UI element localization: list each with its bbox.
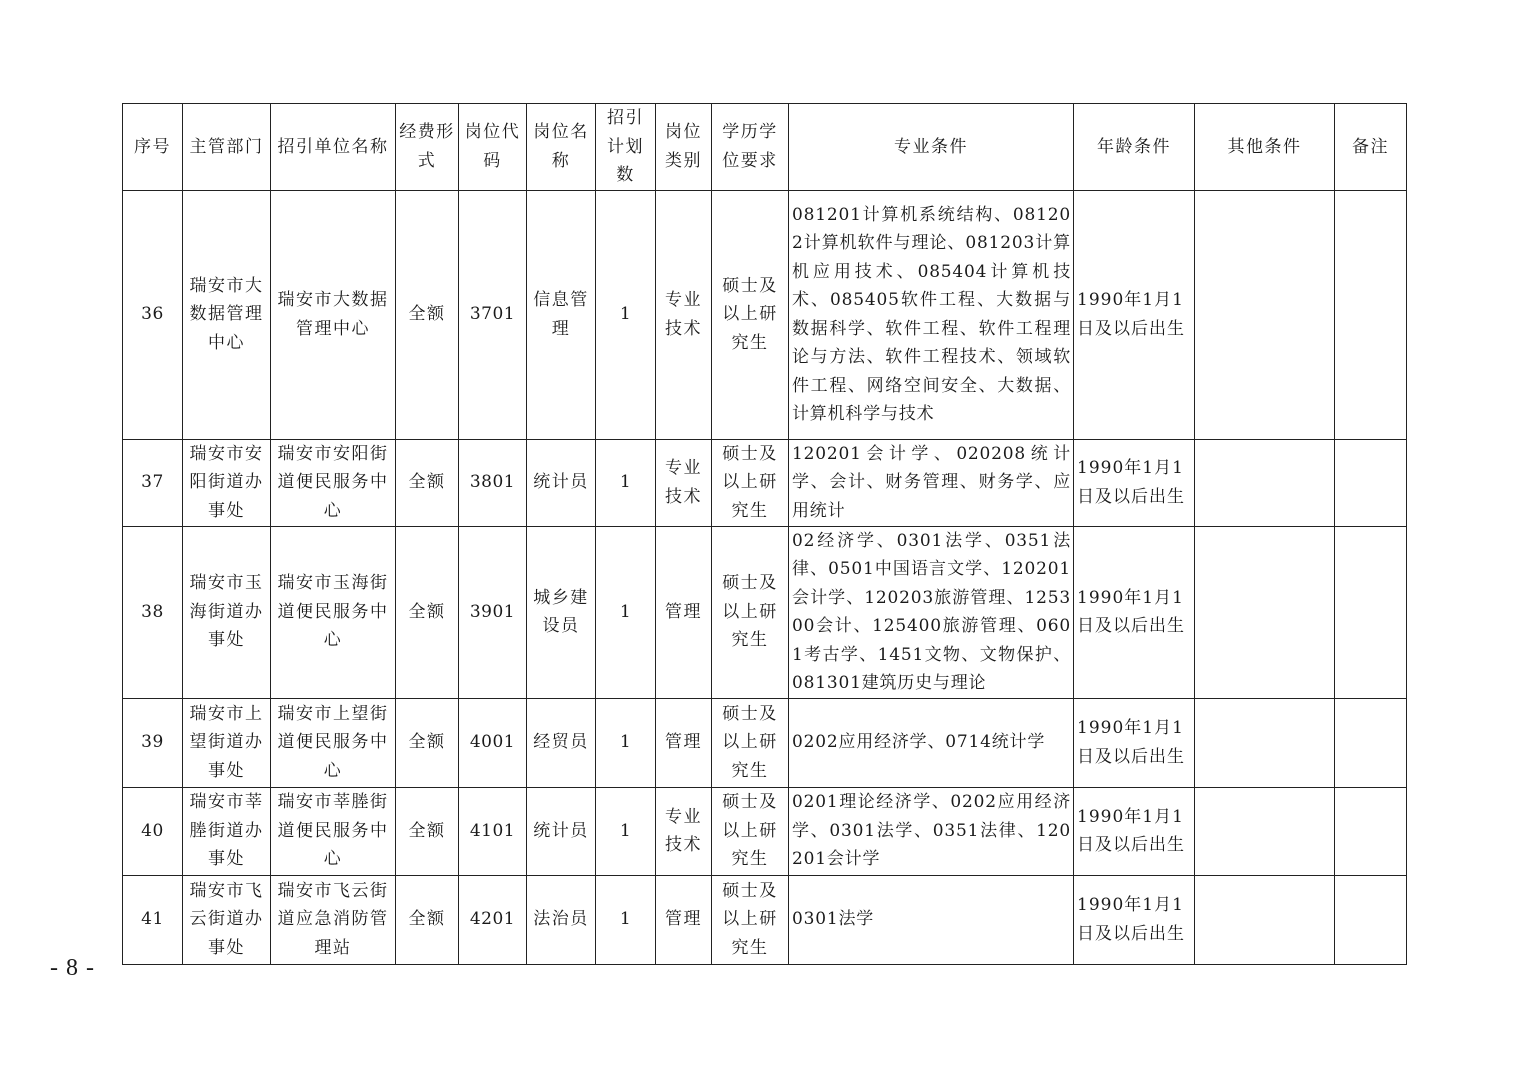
cell-category: 管理 bbox=[656, 875, 712, 964]
cell-dept: 瑞安市莘塍街道办事处 bbox=[183, 787, 271, 875]
cell-count: 1 bbox=[596, 190, 656, 439]
recruitment-table bbox=[122, 103, 1407, 965]
header-dept: 主管部门 bbox=[183, 104, 271, 191]
cell-count: 1 bbox=[596, 787, 656, 875]
cell-code: 3701 bbox=[459, 190, 527, 439]
cell-major: 0301法学 bbox=[789, 875, 1074, 964]
cell-education: 硕士及以上研究生 bbox=[712, 698, 789, 787]
cell-unit: 瑞安市莘塍街道便民服务中心 bbox=[271, 787, 396, 875]
header-other: 其他条件 bbox=[1195, 104, 1335, 191]
cell-unit: 瑞安市安阳街道便民服务中心 bbox=[271, 439, 396, 526]
header-position: 岗位名称 bbox=[527, 104, 596, 191]
cell-education: 硕士及以上研究生 bbox=[712, 787, 789, 875]
cell-remark bbox=[1335, 439, 1407, 526]
cell-category: 专业技术 bbox=[656, 439, 712, 526]
cell-other bbox=[1195, 439, 1335, 526]
cell-unit: 瑞安市大数据管理中心 bbox=[271, 190, 396, 439]
table-row bbox=[123, 698, 1407, 787]
cell-code: 3901 bbox=[459, 526, 527, 698]
cell-funding: 全额 bbox=[396, 787, 459, 875]
cell-dept: 瑞安市飞云街道办事处 bbox=[183, 875, 271, 964]
header-code: 岗位代码 bbox=[459, 104, 527, 191]
cell-education: 硕士及以上研究生 bbox=[712, 526, 789, 698]
cell-unit: 瑞安市玉海街道便民服务中心 bbox=[271, 526, 396, 698]
cell-count: 1 bbox=[596, 439, 656, 526]
header-remark: 备注 bbox=[1335, 104, 1407, 191]
cell-education: 硕士及以上研究生 bbox=[712, 439, 789, 526]
cell-major: 02经济学、0301法学、0351法律、0501中国语言文学、120201会计学、120203旅游管理、125300会计、125400旅游管理、0601考古学、1451文物、文物保护、081301建筑历史与理论 bbox=[789, 526, 1074, 698]
cell-unit: 瑞安市上望街道便民服务中心 bbox=[271, 698, 396, 787]
cell-position: 信息管理 bbox=[527, 190, 596, 439]
cell-remark bbox=[1335, 526, 1407, 698]
cell-remark bbox=[1335, 875, 1407, 964]
cell-other bbox=[1195, 875, 1335, 964]
cell-dept: 瑞安市上望街道办事处 bbox=[183, 698, 271, 787]
header-funding: 经费形式 bbox=[396, 104, 459, 191]
cell-education: 硕士及以上研究生 bbox=[712, 875, 789, 964]
cell-remark bbox=[1335, 190, 1407, 439]
cell-major: 0201理论经济学、0202应用经济学、0301法学、0351法律、120201会计学 bbox=[789, 787, 1074, 875]
table-row bbox=[123, 526, 1407, 698]
cell-funding: 全额 bbox=[396, 875, 459, 964]
cell-remark bbox=[1335, 787, 1407, 875]
cell-no: 41 bbox=[123, 875, 183, 964]
cell-no: 36 bbox=[123, 190, 183, 439]
cell-position: 统计员 bbox=[527, 787, 596, 875]
table-row bbox=[123, 875, 1407, 964]
cell-count: 1 bbox=[596, 875, 656, 964]
cell-code: 3801 bbox=[459, 439, 527, 526]
header-unit: 招引单位名称 bbox=[271, 104, 396, 191]
cell-funding: 全额 bbox=[396, 526, 459, 698]
page-number: - 8 - bbox=[50, 955, 95, 981]
cell-dept: 瑞安市玉海街道办事处 bbox=[183, 526, 271, 698]
cell-category: 专业技术 bbox=[656, 787, 712, 875]
cell-no: 38 bbox=[123, 526, 183, 698]
cell-age: 1990年1月1日及以后出生 bbox=[1074, 698, 1195, 787]
header-count: 招引计划数 bbox=[596, 104, 656, 191]
cell-age: 1990年1月1日及以后出生 bbox=[1074, 526, 1195, 698]
cell-unit: 瑞安市飞云街道应急消防管理站 bbox=[271, 875, 396, 964]
cell-code: 4201 bbox=[459, 875, 527, 964]
cell-other bbox=[1195, 526, 1335, 698]
cell-count: 1 bbox=[596, 698, 656, 787]
header-no: 序号 bbox=[123, 104, 183, 191]
cell-funding: 全额 bbox=[396, 190, 459, 439]
cell-no: 37 bbox=[123, 439, 183, 526]
header-row bbox=[123, 104, 1407, 191]
table-row bbox=[123, 439, 1407, 526]
cell-funding: 全额 bbox=[396, 698, 459, 787]
cell-age: 1990年1月1日及以后出生 bbox=[1074, 190, 1195, 439]
cell-funding: 全额 bbox=[396, 439, 459, 526]
cell-major: 081201计算机系统结构、081202计算机软件与理论、081203计算机应用技术、085404计算机技术、085405软件工程、大数据与数据科学、软件工程、软件工程理论与方法、软件工程技术、领域软件工程、网络空间安全、大数据、计算机科学与技术 bbox=[789, 190, 1074, 439]
table-header bbox=[123, 104, 1407, 191]
cell-position: 统计员 bbox=[527, 439, 596, 526]
cell-age: 1990年1月1日及以后出生 bbox=[1074, 875, 1195, 964]
table-row bbox=[123, 787, 1407, 875]
cell-position: 法治员 bbox=[527, 875, 596, 964]
cell-count: 1 bbox=[596, 526, 656, 698]
table-body bbox=[123, 190, 1407, 964]
cell-dept: 瑞安市安阳街道办事处 bbox=[183, 439, 271, 526]
cell-dept: 瑞安市大数据管理中心 bbox=[183, 190, 271, 439]
header-education: 学历学位要求 bbox=[712, 104, 789, 191]
cell-category: 管理 bbox=[656, 526, 712, 698]
cell-no: 40 bbox=[123, 787, 183, 875]
table-row bbox=[123, 190, 1407, 439]
cell-remark bbox=[1335, 698, 1407, 787]
cell-position: 经贸员 bbox=[527, 698, 596, 787]
cell-position: 城乡建设员 bbox=[527, 526, 596, 698]
cell-code: 4101 bbox=[459, 787, 527, 875]
cell-age: 1990年1月1日及以后出生 bbox=[1074, 439, 1195, 526]
cell-other bbox=[1195, 190, 1335, 439]
cell-age: 1990年1月1日及以后出生 bbox=[1074, 787, 1195, 875]
header-age: 年龄条件 bbox=[1074, 104, 1195, 191]
cell-other bbox=[1195, 787, 1335, 875]
cell-category: 专业技术 bbox=[656, 190, 712, 439]
cell-education: 硕士及以上研究生 bbox=[712, 190, 789, 439]
header-category: 岗位类别 bbox=[656, 104, 712, 191]
cell-code: 4001 bbox=[459, 698, 527, 787]
cell-no: 39 bbox=[123, 698, 183, 787]
cell-major: 0202应用经济学、0714统计学 bbox=[789, 698, 1074, 787]
header-major: 专业条件 bbox=[789, 104, 1074, 191]
cell-major: 120201会计学、020208统计学、会计、财务管理、财务学、应用统计 bbox=[789, 439, 1074, 526]
cell-other bbox=[1195, 698, 1335, 787]
cell-category: 管理 bbox=[656, 698, 712, 787]
